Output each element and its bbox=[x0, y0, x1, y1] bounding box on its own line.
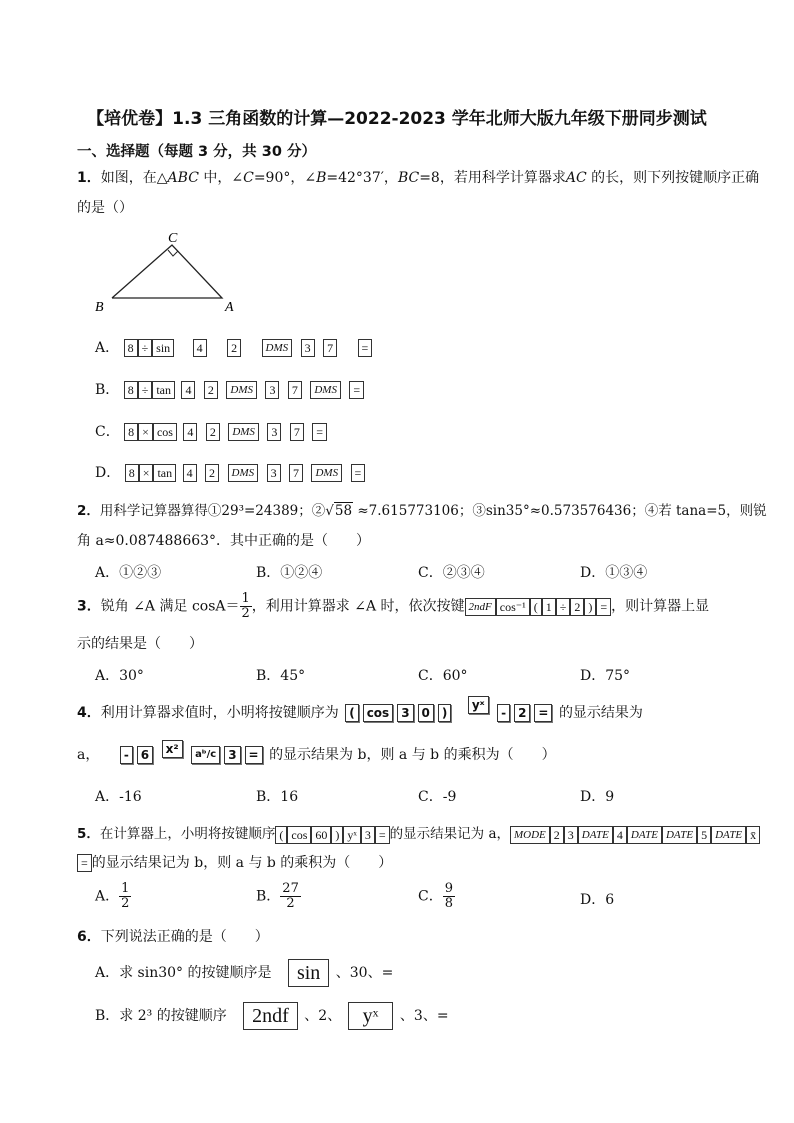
key-4: 4 bbox=[183, 464, 197, 482]
key-cos: cos bbox=[153, 423, 177, 441]
q1-text: 的长，则下列按键顺序正确 bbox=[586, 170, 760, 186]
key-8: 8 bbox=[125, 464, 139, 482]
q1-stem-line1 bbox=[77, 167, 759, 187]
key-equals: = bbox=[375, 826, 390, 844]
q6-number: 6． bbox=[77, 929, 101, 945]
key-4: 4 bbox=[183, 423, 197, 441]
key-cos: cos bbox=[287, 826, 311, 844]
q5-option-b[interactable] bbox=[256, 882, 301, 911]
key-equals: = bbox=[77, 854, 92, 872]
key-divide: ÷ bbox=[556, 598, 571, 616]
key-7: 7 bbox=[288, 381, 302, 399]
key-3: 3 bbox=[224, 746, 240, 764]
q2-option-b[interactable]: B．①②④ bbox=[256, 565, 323, 581]
option-text: 、2、 bbox=[304, 1008, 342, 1024]
key-dms: DMS bbox=[311, 464, 342, 482]
key-dms: DMS bbox=[310, 381, 341, 399]
key-minus: - bbox=[497, 704, 510, 722]
key-power: yˣ bbox=[343, 826, 360, 844]
q2-stem-line2: 角 a≈0.087488663°．其中正确的是（ ） bbox=[77, 533, 371, 549]
key-power: yˣ bbox=[348, 1002, 394, 1030]
q4-option-a[interactable]: A．-16 bbox=[95, 789, 142, 805]
q6-option-b[interactable] bbox=[95, 1002, 449, 1030]
key-3: 3 bbox=[267, 464, 281, 482]
key-2: 2 bbox=[227, 339, 241, 357]
key-2: 2 bbox=[204, 381, 218, 399]
q3-text: 锐角 ∠A 满足 cosA＝ bbox=[100, 598, 240, 615]
key-date: DATE bbox=[711, 826, 746, 844]
q1-side-ac: AC bbox=[565, 170, 587, 186]
sqrt-sign: √ bbox=[325, 503, 334, 519]
q5-option-c[interactable] bbox=[418, 882, 455, 911]
key-close-paren: ) bbox=[438, 704, 451, 722]
vertex-label-a: A bbox=[225, 300, 234, 315]
key-equals: = bbox=[358, 339, 373, 357]
q3-text: ，利用计算器求 ∠A 时，依次按键 bbox=[251, 598, 465, 615]
key-7: 7 bbox=[289, 464, 303, 482]
q1-option-b[interactable] bbox=[95, 379, 366, 399]
q1-side-bc: BC bbox=[397, 170, 420, 186]
key-2: 2 bbox=[550, 826, 564, 844]
key-4: 4 bbox=[193, 339, 207, 357]
key-mean: x̄ bbox=[746, 826, 760, 844]
key-date: DATE bbox=[578, 826, 613, 844]
key-equals: = bbox=[596, 598, 611, 616]
option-label: C． bbox=[418, 888, 443, 905]
key-equals: = bbox=[349, 381, 364, 399]
q1-text: 中，∠ bbox=[198, 170, 244, 186]
q1-option-d[interactable] bbox=[95, 462, 367, 482]
key-0: 0 bbox=[418, 704, 434, 722]
vertex-label-c: C bbox=[168, 231, 178, 246]
q4-text: 的显示结果为 bbox=[558, 705, 643, 721]
q5-option-d[interactable] bbox=[580, 889, 614, 909]
key-open-paren: ( bbox=[345, 704, 358, 722]
key-divide: ÷ bbox=[138, 381, 153, 399]
key-open-paren: ( bbox=[275, 826, 287, 844]
key-close-paren: ) bbox=[331, 826, 343, 844]
key-arccos: cos⁻¹ bbox=[496, 598, 530, 616]
key-mode: MODE bbox=[510, 826, 550, 844]
q3-number: 3． bbox=[77, 598, 101, 615]
q3-option-c[interactable]: C．60° bbox=[418, 668, 468, 684]
key-open-paren: ( bbox=[530, 598, 542, 616]
fraction-one-half bbox=[240, 592, 252, 621]
option-text: A．求 sin30° 的按键顺序是 bbox=[95, 965, 272, 981]
q1-text: =42°37′， bbox=[326, 170, 398, 186]
q2-stem-line1 bbox=[77, 499, 767, 519]
key-divide: ÷ bbox=[138, 339, 153, 357]
key-1: 1 bbox=[542, 598, 556, 616]
key-2: 2 bbox=[514, 704, 530, 722]
key-60: 60 bbox=[311, 826, 331, 844]
q1-option-a[interactable] bbox=[95, 337, 374, 357]
denominator: 8 bbox=[444, 896, 453, 911]
section-heading: 一、选择题（每题 3 分，共 30 分） bbox=[77, 144, 316, 160]
q2-option-a[interactable]: A．①②③ bbox=[95, 565, 162, 581]
q1-stem-line2: 的是（） bbox=[77, 200, 133, 216]
key-2: 2 bbox=[205, 464, 219, 482]
numerator: 1 bbox=[121, 881, 130, 896]
key-dms: DMS bbox=[226, 381, 257, 399]
denominator: 2 bbox=[121, 896, 130, 911]
key-3: 3 bbox=[361, 826, 375, 844]
key-7: 7 bbox=[323, 339, 337, 357]
key-3: 3 bbox=[301, 339, 315, 357]
q2-option-c[interactable]: C．②③④ bbox=[418, 565, 485, 581]
q4-text: 利用计算器求值时，小明将按键顺序为 bbox=[100, 705, 339, 721]
key-sin: sin bbox=[288, 959, 329, 987]
q6-stem bbox=[77, 926, 269, 946]
key-2: 2 bbox=[206, 423, 220, 441]
key-4: 4 bbox=[181, 381, 195, 399]
option-label: D． bbox=[95, 465, 121, 481]
q4-stem-line2 bbox=[77, 744, 556, 764]
key-multiply: × bbox=[138, 423, 153, 441]
q4-stem-line1 bbox=[77, 698, 643, 722]
q1-text: =90°，∠ bbox=[253, 170, 317, 186]
q1-angle-b: B bbox=[316, 170, 327, 186]
fraction bbox=[443, 882, 455, 911]
key-dms: DMS bbox=[228, 464, 259, 482]
q5-text: 在计算器上，小明将按键顺序 bbox=[99, 826, 276, 842]
q3-stem-line1 bbox=[77, 592, 709, 621]
key-cos: cos bbox=[363, 704, 394, 722]
q3-option-b[interactable]: B．45° bbox=[256, 668, 306, 684]
key-8: 8 bbox=[124, 423, 138, 441]
option-text: B．求 2³ 的按键顺序 bbox=[95, 1008, 227, 1024]
option-text: 、30、= bbox=[335, 965, 394, 981]
page-title: 【培优卷】1.3 三角函数的计算—2022-2023 学年北师大版九年级下册同步测试 bbox=[87, 109, 707, 129]
q2-text: ≈7.615773106；③sin35°≈0.573576436；④若 tana=5，则锐 bbox=[353, 503, 767, 519]
key-3: 3 bbox=[265, 381, 279, 399]
q1-number: 1． bbox=[77, 170, 101, 186]
q2-text: 用科学记算器算得①29³=24389；② bbox=[99, 503, 326, 519]
q4-text: 的显示结果为 b，则 a 与 b 的乘积为（ ） bbox=[269, 747, 556, 763]
key-5: 5 bbox=[697, 826, 711, 844]
key-square: x² bbox=[162, 740, 183, 758]
option-text: 、3、= bbox=[399, 1008, 449, 1024]
q1-text: =8，若用科学计算器求 bbox=[419, 170, 566, 186]
sqrt-value: 58 bbox=[334, 503, 353, 519]
option-label: B． bbox=[256, 888, 281, 905]
q6-text: 下列说法正确的是（ ） bbox=[100, 929, 269, 945]
fraction bbox=[280, 882, 301, 911]
numerator: 1 bbox=[241, 591, 250, 606]
q5-stem-line1 bbox=[77, 822, 760, 844]
key-2: 2 bbox=[570, 598, 584, 616]
key-tan: tan bbox=[153, 464, 176, 482]
key-fraction: aᵇ/c bbox=[191, 746, 220, 764]
q6-option-a[interactable] bbox=[95, 959, 393, 987]
option-value: 6 bbox=[605, 892, 615, 908]
option-label: A． bbox=[95, 888, 120, 905]
option-label: D． bbox=[580, 892, 606, 908]
q5-text: 的显示结果记为 a， bbox=[389, 826, 510, 842]
q4-option-d[interactable]: D．9 bbox=[580, 789, 615, 805]
q5-text: 的显示结果记为 b，则 a 与 b 的乘积为（ ） bbox=[91, 855, 393, 871]
key-equals: = bbox=[351, 464, 366, 482]
q2-number: 2． bbox=[77, 503, 100, 519]
key-sin: sin bbox=[152, 339, 174, 357]
key-7: 7 bbox=[290, 423, 304, 441]
key-dms: DMS bbox=[262, 339, 293, 357]
key-6: 6 bbox=[137, 746, 153, 764]
numerator: 27 bbox=[282, 881, 299, 896]
denominator: 2 bbox=[241, 606, 250, 621]
option-label: B． bbox=[95, 382, 120, 398]
q2-option-d[interactable]: D．①③④ bbox=[580, 565, 648, 581]
key-equals: = bbox=[312, 423, 327, 441]
key-tan: tan bbox=[152, 381, 175, 399]
vertex-label-b: B bbox=[95, 300, 104, 315]
q3-text: ，则计算器上显 bbox=[611, 598, 710, 615]
key-close-paren: ) bbox=[584, 598, 596, 616]
key-equals: = bbox=[534, 704, 552, 722]
key-8: 8 bbox=[124, 339, 138, 357]
q3-option-d[interactable]: D．75° bbox=[580, 668, 631, 684]
key-date: DATE bbox=[662, 826, 697, 844]
key-3: 3 bbox=[564, 826, 578, 844]
key-minus: - bbox=[120, 746, 133, 764]
q4-number: 4． bbox=[77, 705, 101, 721]
q4-option-b[interactable]: B．16 bbox=[256, 789, 299, 805]
key-8: 8 bbox=[124, 381, 138, 399]
q5-stem-line2 bbox=[77, 852, 392, 872]
option-label: A． bbox=[95, 340, 120, 356]
q4-text: a， bbox=[77, 747, 100, 763]
key-multiply: × bbox=[139, 464, 154, 482]
key-date: DATE bbox=[627, 826, 662, 844]
key-equals: = bbox=[245, 746, 263, 764]
q5-option-a[interactable] bbox=[95, 882, 131, 911]
key-3: 3 bbox=[397, 704, 413, 722]
key-3: 3 bbox=[267, 423, 281, 441]
q1-option-c[interactable] bbox=[95, 421, 329, 441]
key-dms: DMS bbox=[228, 423, 259, 441]
key-2ndf: 2ndf bbox=[243, 1002, 298, 1030]
q4-option-c[interactable]: C．-9 bbox=[418, 789, 457, 805]
q1-triangle-figure bbox=[90, 225, 250, 320]
option-label: C． bbox=[95, 424, 120, 440]
q1-text: 如图，在△ bbox=[100, 170, 168, 186]
key-power: yˣ bbox=[468, 696, 489, 714]
q3-option-a[interactable]: A．30° bbox=[95, 668, 144, 684]
right-angle-mark bbox=[168, 250, 178, 256]
q3-stem-line2: 示的结果是（ ） bbox=[77, 636, 203, 652]
fraction bbox=[119, 882, 131, 911]
triangle-edges bbox=[112, 245, 222, 298]
numerator: 9 bbox=[444, 881, 453, 896]
q1-triangle-name: ABC bbox=[167, 170, 199, 186]
key-2ndf: 2ndF bbox=[465, 598, 496, 616]
q5-number: 5． bbox=[77, 826, 100, 842]
key-4: 4 bbox=[613, 826, 627, 844]
denominator: 2 bbox=[286, 896, 295, 911]
q1-angle-c: C bbox=[243, 170, 254, 186]
